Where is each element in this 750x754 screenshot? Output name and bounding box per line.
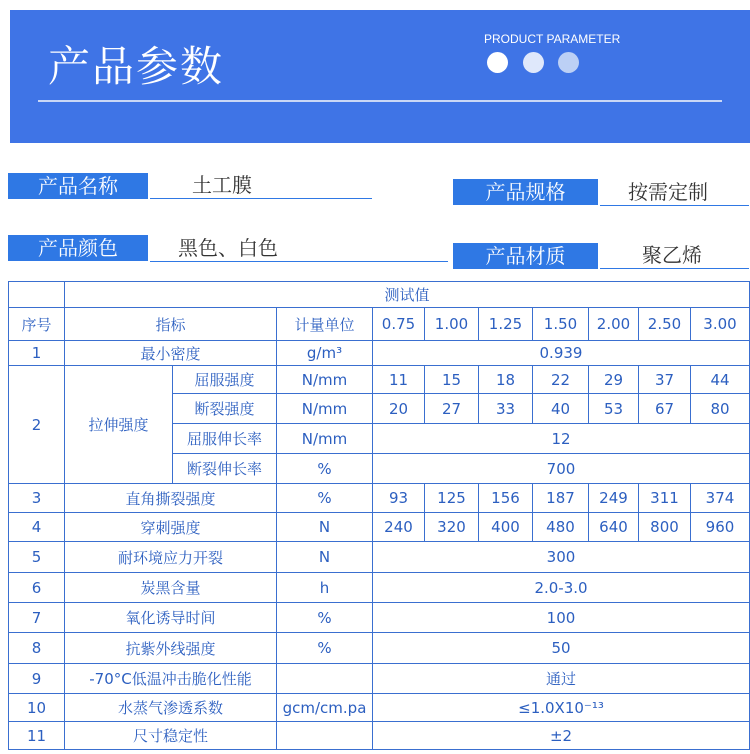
row-seq: 3 (8, 483, 65, 513)
row-value: 44 (690, 365, 750, 394)
decorative-dot-1 (487, 52, 508, 73)
row-unit: % (276, 453, 373, 484)
row-name: 耐环境应力开裂 (64, 541, 277, 573)
row-value: 640 (588, 512, 639, 542)
row-subname: 屈服伸长率 (172, 423, 277, 454)
row-value-merged: 0.939 (372, 340, 750, 366)
row-value-merged: 50 (372, 632, 750, 664)
row-value: 800 (638, 512, 691, 542)
row-value-merged: 700 (372, 453, 750, 484)
row-value: 67 (638, 393, 691, 424)
header-seq: 序号 (8, 307, 65, 341)
row-unit: gcm/cm.pa (276, 693, 373, 722)
row-unit: N (276, 512, 373, 542)
row-value: 37 (638, 365, 691, 394)
row-value: 27 (424, 393, 479, 424)
row-value: 125 (424, 483, 479, 513)
row-value: 311 (638, 483, 691, 513)
row-value: 374 (690, 483, 750, 513)
row-subname: 断裂伸长率 (172, 453, 277, 484)
row-value-merged: 2.0-3.0 (372, 572, 750, 603)
row-value-merged: ≤1.0X10⁻¹³ (372, 693, 750, 722)
row-value-merged: 12 (372, 423, 750, 454)
row-value: 18 (478, 365, 533, 394)
row-seq: 8 (8, 632, 65, 664)
field-value-spec: 按需定制 (600, 178, 749, 206)
field-value-color: 黑色、白色 (150, 234, 448, 262)
row-value: 240 (372, 512, 425, 542)
row-value: 249 (588, 483, 639, 513)
header-unit: 计量单位 (276, 307, 373, 341)
header-spec-1.50: 1.50 (532, 307, 589, 341)
row-unit: g/m³ (276, 340, 373, 366)
row-value: 187 (532, 483, 589, 513)
row-name: 炭黑含量 (64, 572, 277, 603)
row-unit: N/mm (276, 393, 373, 424)
row-value: 320 (424, 512, 479, 542)
row-subname: 断裂强度 (172, 393, 277, 424)
decorative-dot-3 (558, 52, 579, 73)
row-name: -70°C低温冲击脆化性能 (64, 663, 277, 694)
row-name: 穿刺强度 (64, 512, 277, 542)
row-value-merged: 300 (372, 541, 750, 573)
header-divider (38, 100, 722, 102)
row-unit (276, 663, 373, 694)
row-seq: 6 (8, 572, 65, 603)
decorative-dot-2 (523, 52, 544, 73)
row-seq: 5 (8, 541, 65, 573)
row-seq: 11 (8, 721, 65, 750)
row-value: 400 (478, 512, 533, 542)
row-name: 抗紫外线强度 (64, 632, 277, 664)
header-test-values: 测试值 (64, 281, 750, 308)
row-value: 156 (478, 483, 533, 513)
row-seq: 4 (8, 512, 65, 542)
header-banner (10, 10, 750, 143)
header-spec-2.50: 2.50 (638, 307, 691, 341)
row-unit: N/mm (276, 365, 373, 394)
row-unit: % (276, 602, 373, 633)
header-spec-3.00: 3.00 (690, 307, 750, 341)
row-value: 960 (690, 512, 750, 542)
row-value: 33 (478, 393, 533, 424)
header-spec-0.75: 0.75 (372, 307, 425, 341)
row-name: 氧化诱导时间 (64, 602, 277, 633)
row-value: 40 (532, 393, 589, 424)
field-value-material: 聚乙烯 (600, 241, 749, 269)
row-value: 480 (532, 512, 589, 542)
row-name: 尺寸稳定性 (64, 721, 277, 750)
field-value-name: 土工膜 (150, 171, 372, 199)
row-unit: % (276, 483, 373, 513)
field-label-name: 产品名称 (8, 173, 148, 199)
row-seq: 2 (8, 365, 65, 484)
row-value: 80 (690, 393, 750, 424)
row-seq: 1 (8, 340, 65, 366)
row-value-merged: ±2 (372, 721, 750, 750)
row-seq: 7 (8, 602, 65, 633)
row-value: 11 (372, 365, 425, 394)
header-spec-2.00: 2.00 (588, 307, 639, 341)
field-label-material: 产品材质 (453, 243, 598, 269)
row-value: 29 (588, 365, 639, 394)
field-label-color: 产品颜色 (8, 235, 148, 261)
page-subtitle: PRODUCT PARAMETER (484, 32, 621, 46)
row-seq: 10 (8, 693, 65, 722)
row-name: 直角撕裂强度 (64, 483, 277, 513)
header-corner-cell (8, 281, 65, 308)
row-value: 93 (372, 483, 425, 513)
row-unit: % (276, 632, 373, 664)
row-seq: 9 (8, 663, 65, 694)
header-spec-1.25: 1.25 (478, 307, 533, 341)
row-value-merged: 100 (372, 602, 750, 633)
row-unit: N (276, 541, 373, 573)
row-value: 22 (532, 365, 589, 394)
row-value: 20 (372, 393, 425, 424)
header-spec-1.00: 1.00 (424, 307, 479, 341)
row-subname: 屈服强度 (172, 365, 277, 394)
page-title: 产品参数 (48, 42, 225, 91)
row-name: 最小密度 (64, 340, 277, 366)
row-value-merged: 通过 (372, 663, 750, 694)
row-unit: N/mm (276, 423, 373, 454)
row-unit: h (276, 572, 373, 603)
row-value: 53 (588, 393, 639, 424)
row-value: 15 (424, 365, 479, 394)
header-indicator: 指标 (64, 307, 277, 341)
parameter-table (8, 281, 749, 749)
row-name: 水蒸气渗透系数 (64, 693, 277, 722)
field-label-spec: 产品规格 (453, 179, 598, 205)
row-unit (276, 721, 373, 750)
row-name: 拉伸强度 (64, 365, 173, 484)
